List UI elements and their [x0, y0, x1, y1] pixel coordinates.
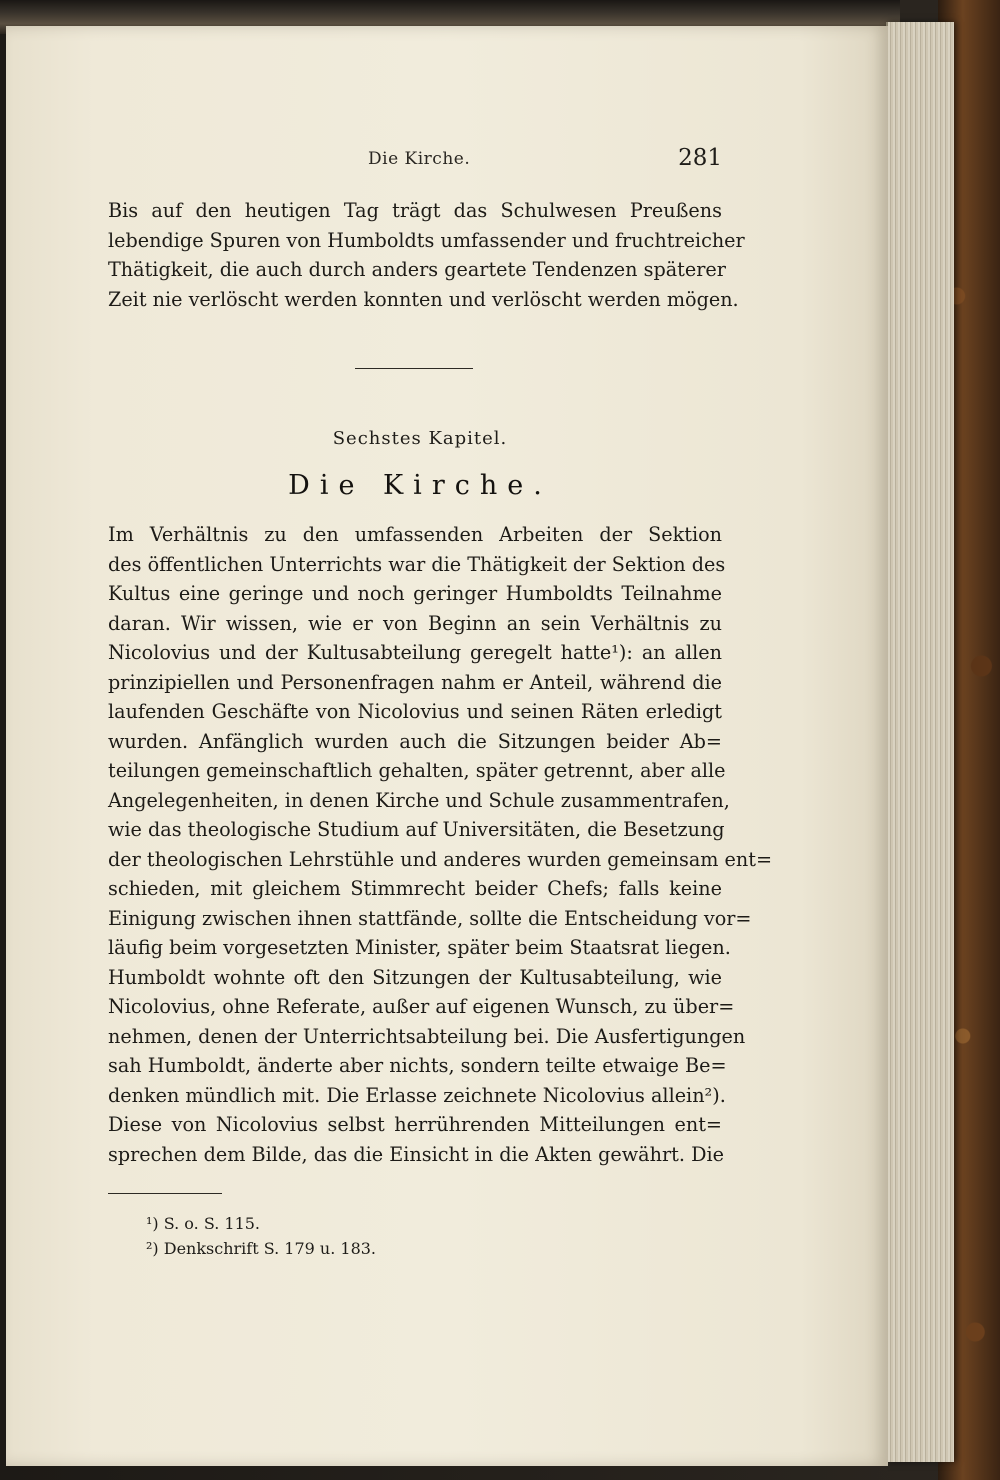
main-line: wurden. Anfänglich wurden auch die Sitzungen beider Ab=	[108, 729, 722, 753]
chapter-label: Sechstes Kapitel.	[332, 428, 508, 449]
main-line: Kultus eine geringe und noch geringer Humboldts Teilnahme	[108, 582, 722, 605]
main-line: sah Humboldt, änderte aber nichts, sondern teilte etwaige Be=	[108, 1054, 727, 1077]
main-line: Nicolovius, ohne Referate, außer auf eigenen Wunsch, zu über=	[108, 995, 735, 1018]
intro-line: Thätigkeit, die auch durch anders geartete Tendenzen späterer	[108, 258, 726, 281]
intro-line: lebendige Spuren von Humboldts umfassender und fruchtreicher	[108, 228, 745, 252]
main-line: Diese von Nicolovius selbst herrührenden Mitteilungen ent=	[108, 1113, 722, 1136]
intro-paragraph	[108, 196, 745, 314]
page-edge-stack	[886, 22, 954, 1462]
main-line: der theologischen Lehrstühle und anderes wurden gemeinsam ent=	[108, 847, 773, 871]
main-line: Angelegenheiten, in denen Kirche und Schule zusammentrafen,	[108, 788, 730, 812]
main-line: läufig beim vorgesetzten Minister, später beim Staatsrat liegen.	[108, 936, 731, 959]
intro-line: Bis auf den heutigen Tag trägt das Schulwesen Preußens	[108, 199, 722, 222]
main-line: wie das theologische Studium auf Universitäten, die Besetzung	[108, 818, 725, 841]
footnote-1: ¹) S. o. S. 115.	[146, 1214, 261, 1233]
main-line: nehmen, denen der Unterrichtsabteilung bei. Die Ausfertigungen	[108, 1024, 746, 1048]
running-header	[100, 145, 740, 175]
footnote-2: ²) Denkschrift S. 179 u. 183.	[146, 1239, 377, 1258]
main-line: laufenden Geschäfte von Nicolovius und seinen Räten erledigt	[108, 700, 722, 723]
main-line: sprechen dem Bilde, das die Einsicht in die Akten gewährt. Die	[108, 1142, 724, 1166]
main-line: schieden, mit gleichem Stimmrecht beider Chefs; falls keine	[108, 877, 722, 900]
section-divider	[355, 368, 473, 369]
main-line: daran. Wir wissen, wie er von Beginn an sein Verhältnis zu	[108, 611, 722, 635]
footnotes	[146, 1211, 376, 1261]
running-title: Die Kirche.	[368, 149, 471, 169]
main-line: Einigung zwischen ihnen stattfände, sollte die Entscheidung vor=	[108, 906, 752, 930]
main-line: teilungen gemeinschaftlich gehalten, später getrennt, aber alle	[108, 759, 726, 782]
main-line: Humboldt wohnte oft den Sitzungen der Kultusabteilung, wie	[108, 965, 722, 989]
main-line: prinzipiellen und Personenfragen nahm er Anteil, während die	[108, 670, 722, 694]
chapter-title: Die Kirche.	[288, 470, 552, 501]
main-line: denken mündlich mit. Die Erlasse zeichnete Nicolovius allein²).	[108, 1083, 726, 1107]
main-line: Im Verhältnis zu den umfassenden Arbeiten der Sektion	[108, 523, 722, 546]
intro-line: Zeit nie verlöscht werden konnten und verlöscht werden mögen.	[108, 287, 739, 311]
page-number: 281	[678, 145, 722, 171]
main-line: des öffentlichen Unterrichts war die Thätigkeit der Sektion des	[108, 552, 726, 576]
main-line: Nicolovius und der Kultusabteilung geregelt hatte¹): an allen	[108, 641, 722, 664]
main-paragraph	[108, 520, 773, 1169]
footnote-divider	[108, 1193, 222, 1194]
